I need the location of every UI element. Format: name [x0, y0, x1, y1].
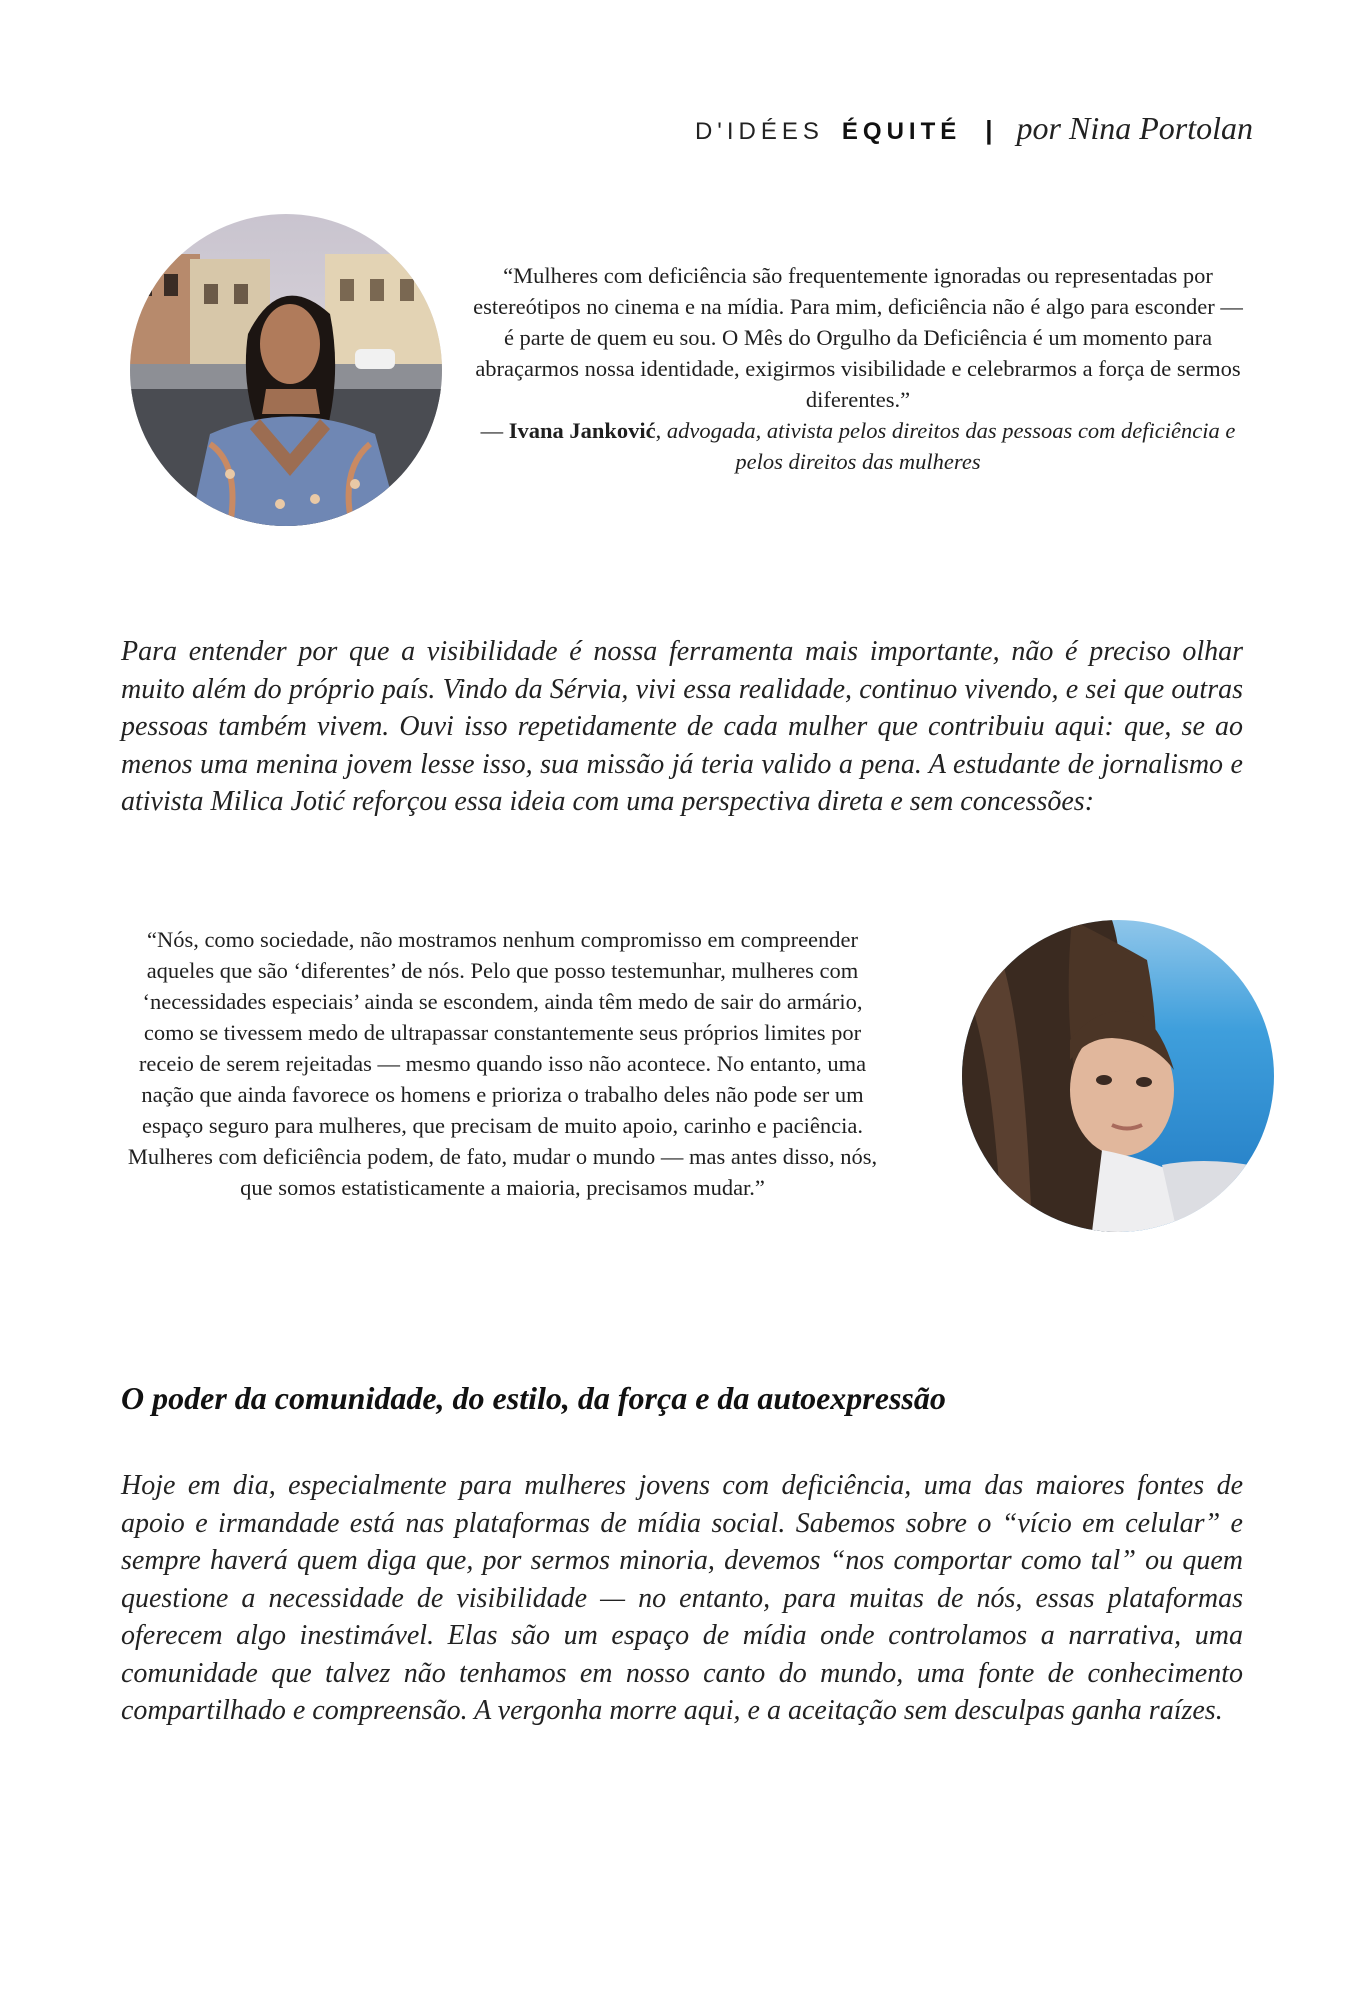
portrait-milica	[962, 920, 1274, 1232]
attribution-dash: —	[480, 418, 509, 443]
body-paragraph-1: Para entender por que a visibilidade é nossa ferramenta mais importante, não é preciso olhar muito além do próprio país. Vindo da Sérvia, vivi essa realidade, continuo vivendo, e sei que outras pessoas também vivem. Ouvi isso repetidamente de cada mulher que contribuiu aqui: que, se ao menos uma menina jovem lesse isso, sua missão já teria valido a pena. A estudante de jornalismo e ativista Milica Jotić reforçou essa ideia com uma perspectiva direta e sem concessões:	[121, 636, 1243, 817]
attribution-role: advogada, ativista pelos direitos das pessoas com deficiência e pelos direitos das mulheres	[666, 418, 1236, 474]
quote-milica	[120, 924, 885, 1203]
body-paragraph-2: Hoje em dia, especialmente para mulheres jovens com deficiência, uma das maiores fontes de apoio e irmandade está nas plataformas de mídia social. Sabemos sobre o “vício em celular” e sempre haverá quem diga que, por sermos minoria, devemos “nos comportar como tal” ou quem questione a necessidade de visibilidade — no entanto, para muitas de nós, essas plataformas oferecem algo inestimável. Elas são um espaço de mídia onde controlamos a narrativa, uma comunidade que talvez não tenhamos em nosso canto do mundo, uma fonte de conhecimento compartilhado e compreensão. A vergonha morre aqui, e a aceitação sem desculpas ganha raízes.	[121, 1470, 1243, 1726]
page-header	[695, 110, 1253, 147]
brand-light: D'IDÉES	[694, 118, 824, 145]
header-separator: |	[985, 115, 993, 145]
portrait-ivana	[130, 214, 442, 526]
attribution-name: Ivana Janković	[508, 418, 656, 443]
brand-bold: ÉQUITÉ	[841, 118, 962, 145]
quote-text: “Nós, como sociedade, não mostramos nenhum compromisso em compreender aqueles que são ‘diferentes’ de nós. Pelo que posso testemunhar, mulheres com ‘necessidades especiais’ ainda se escondem, ainda têm medo de sair do armário, como se tivessem medo de ultrapassar constantemente seus próprios limites por receio de serem rejeitadas — mesmo quando isso não acontece. No entanto, uma nação que ainda favorece os homens e prioriza o trabalho deles não pode ser um espaço seguro para mulheres, que precisam de muito apoio, carinho e paciência. Mulheres com deficiência podem, de fato, mudar o mundo — mas antes disso, nós, que somos estatisticamente a maioria, precisamos mudar.”	[127, 927, 878, 1200]
quote-ivana	[468, 260, 1248, 477]
section-heading: O poder da comunidade, do estilo, da força e da autoexpressão	[121, 1380, 946, 1416]
quote-text: “Mulheres com deficiência são frequentemente ignoradas ou representadas por estereótipos no cinema e na mídia. Para mim, deficiência não é algo para esconder — é parte de quem eu sou. O Mês do Orgulho da Deficiência é um momento para abraçarmos nossa identidade, exigirmos visibilidade e celebrarmos a força de sermos diferentes.”	[473, 263, 1243, 412]
attribution-comma: ,	[655, 418, 667, 443]
author-byline: por Nina Portolan	[1016, 110, 1253, 146]
